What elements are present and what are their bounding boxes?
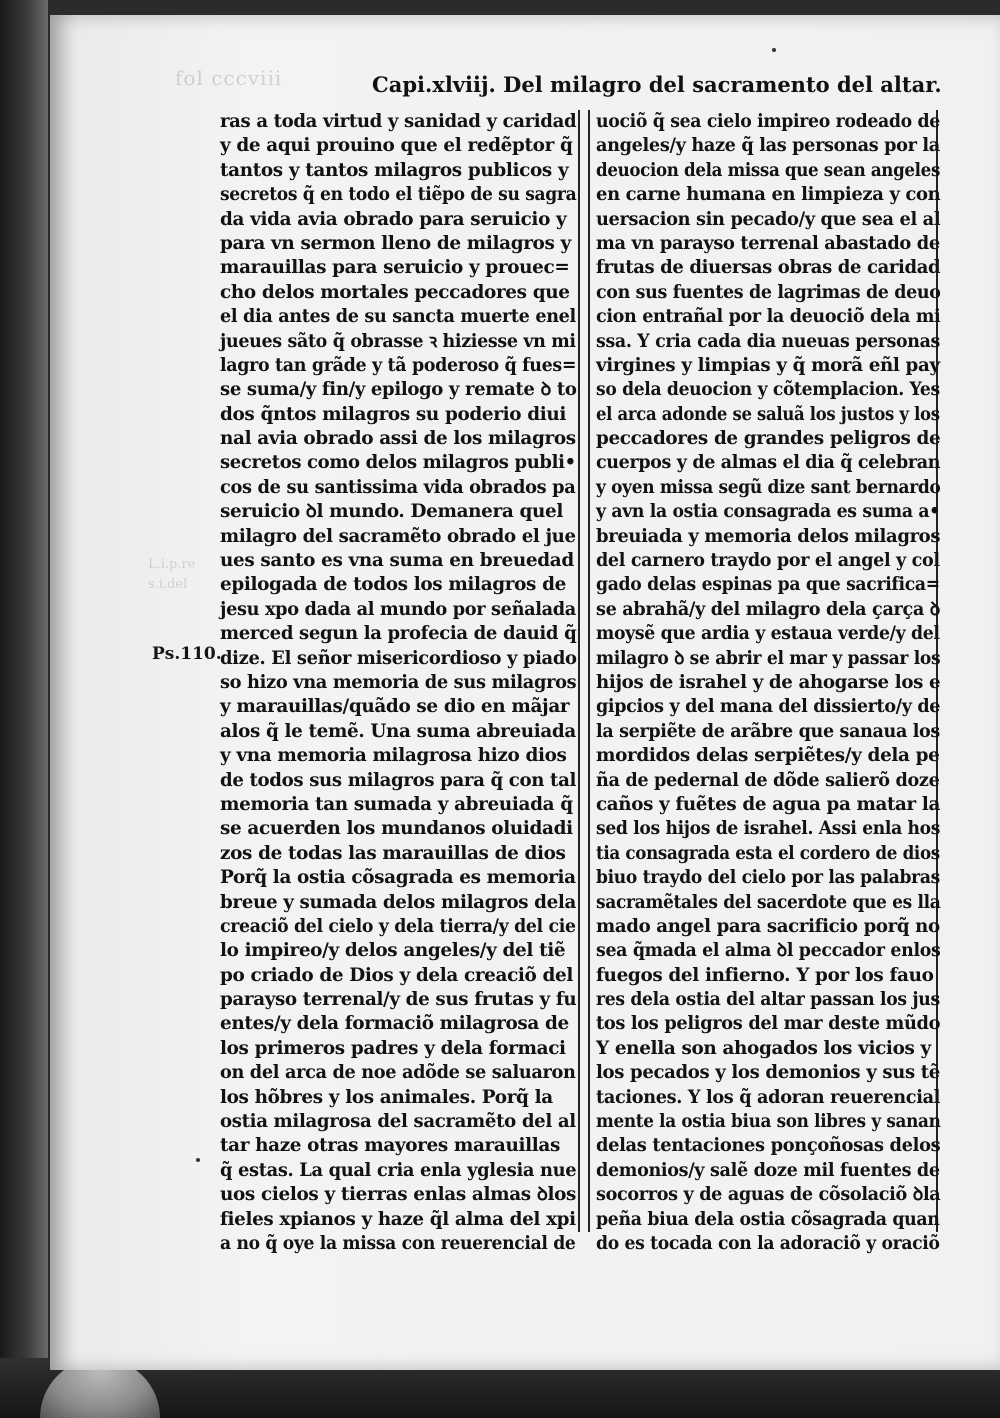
text-line: jueues sãto q̃ obrasse ꝛ hiziesse vn mi	[220, 330, 576, 352]
text-line: sacramẽtales del sacerdote que es lla	[596, 891, 941, 913]
text-line: memoria tan sumada y abreuiada q̃	[220, 793, 573, 815]
text-line: zos de todas las marauillas de dios	[220, 842, 566, 864]
text-line: milagro ꝺ se abrir el mar y passar los	[596, 647, 941, 669]
text-line: cho delos mortales peccadores que	[220, 281, 570, 303]
text-column-right	[588, 110, 941, 1254]
text-line: y avn la ostia consagrada es suma a•	[596, 501, 940, 523]
text-line: secretos como delos milagros publi•	[220, 452, 576, 474]
show-through-header: fol cccviii	[175, 66, 283, 90]
text-line: delas tentaciones ponçoñosas delos	[596, 1135, 941, 1157]
text-line: breuiada y memoria delos milagros	[596, 525, 941, 547]
text-line: de todos sus milagros para q̃ con tal	[220, 769, 577, 791]
text-line: los primeros padres y dela formaci	[220, 1037, 566, 1059]
text-line: breue y sumada delos milagros dela	[220, 891, 576, 913]
text-line: seruicio ꝺl mundo. Demanera quel	[220, 501, 563, 523]
text-line: sed los hijos de israhel. Assi enla hos	[596, 818, 941, 840]
text-line: mente la ostia biua son libres y sanan	[596, 1111, 941, 1133]
text-line: res dela ostia del altar passan los jus	[596, 989, 940, 1011]
text-line: y marauillas/quãdo se dio en mãjar	[220, 696, 570, 718]
text-line: los pecados y los demonios y sus tẽ	[596, 1062, 940, 1084]
text-line: uersacion sin pecado/y que sea el al	[596, 208, 941, 230]
text-line: ues santo es vna suma en breuedad	[220, 550, 574, 572]
text-line: virgines y limpias y q̃ morã eñl pay	[596, 354, 940, 376]
text-line: q̃ estas. La qual cria enla yglesia nue	[220, 1159, 577, 1181]
text-line: on del arca de noe adõde se saluaron	[220, 1062, 576, 1084]
text-line: peccadores de grandes peligros de	[596, 428, 941, 450]
text-line: tar haze otras mayores marauillas	[220, 1135, 560, 1157]
text-line: jesu xpo dada al mundo por señalada	[220, 598, 576, 620]
text-line: alos q̃ le temẽ. Una suma abreuiada	[220, 720, 576, 742]
text-line: ña de pedernal de dõde salierõ doze	[596, 769, 940, 791]
text-line: deuocion dela missa que sean angeles	[596, 159, 941, 181]
text-line: do es tocada con la adoraciõ y oraciõ	[596, 1232, 940, 1254]
text-line: tantos y tantos milagros publicos y	[220, 159, 569, 181]
text-line: caños y fuẽtes de agua pa matar la	[596, 793, 940, 815]
text-line: dize. El señor misericordioso y piado	[220, 647, 577, 669]
text-line: cuerpos y de almas el dia q̃ celebran	[596, 452, 941, 474]
text-line: ras a toda virtud y sanidad y caridad	[220, 111, 577, 132]
text-line: se suma/y fin/y epilogo y remate ꝺ to	[220, 379, 577, 401]
text-line: so dela deuocion y cõtemplacion. Yes	[596, 379, 940, 401]
text-line: socorros y de aguas de cõsolaciõ ꝺla	[596, 1184, 941, 1206]
margin-reference-psalm: Ps.110.	[152, 644, 222, 664]
text-line: epilogada de todos los milagros de	[220, 574, 566, 596]
text-line: los hõbres y los animales. Porq̃ la	[220, 1086, 553, 1108]
text-line: entes/y dela formaciõ milagrosa de	[220, 1013, 569, 1035]
text-line: la serpiẽte de arãbre que sanaua los	[596, 720, 940, 742]
text-line: lo impireo/y delos angeles/y del tiẽ	[220, 940, 566, 962]
text-line: ma vn parayso terrenal abastado de	[596, 232, 940, 254]
text-line: Porq̃ la ostia cõsagrada es memoria	[220, 867, 576, 889]
text-line: con sus fuentes de lagrimas de deuo	[596, 281, 941, 303]
text-line: el arca adonde se saluã los justos y los	[596, 403, 940, 425]
text-line: mado angel para sacrificio porq̃ no	[596, 915, 940, 937]
text-line: so hizo vna memoria de sus milagros	[220, 671, 577, 693]
text-line: y vna memoria milagrosa hizo dios	[220, 745, 567, 767]
text-line: moysẽ que ardia y estaua verde/y del	[596, 623, 940, 645]
text-line: peña biua dela ostia cõsagrada quan	[596, 1208, 940, 1230]
text-line: para vn sermon lleno de milagros y	[220, 232, 571, 254]
text-line: y oyen missa segũ dize sant bernardo	[596, 476, 941, 498]
text-line: se abrahã/y del milagro dela çarça ꝺ	[596, 598, 940, 620]
text-line: milagro del sacramẽto obrado el jue	[220, 525, 576, 547]
scan-background-edge	[0, 0, 48, 1418]
text-line: del carnero traydo por el angel y col	[596, 550, 940, 572]
text-column-left	[220, 110, 580, 1254]
paper-speck	[196, 1158, 200, 1162]
text-line: lagro tan grãde y tã poderoso q̃ fues=	[220, 354, 577, 376]
text-line: tia consagrada esta el cordero de dios	[596, 842, 940, 864]
text-line: nal avia obrado assi de los milagros	[220, 428, 576, 450]
text-line: taciones. Y los q̃ adoran reuerencial	[596, 1086, 941, 1108]
paper-speck	[772, 48, 776, 52]
text-line: ssa. Y cria cada dia nueuas personas	[596, 330, 940, 352]
text-line: fuegos del infierno. Y por los fauo	[596, 964, 934, 986]
text-line: el dia antes de su sancta muerte enel	[220, 306, 576, 328]
running-title: Capi.xlviij. Del milagro del sacramento del altar.	[372, 72, 942, 97]
text-line: fieles xpianos y haze q̃l alma del xpi	[220, 1208, 576, 1230]
show-through-margin-note: L.i.p.re s.i.del	[148, 557, 196, 592]
text-line: uociõ q̃ sea cielo impireo rodeado de	[596, 111, 940, 132]
text-line: Y enella son ahogados los vicios y	[596, 1037, 931, 1059]
text-line: dos q̃ntos milagros su poderio diui	[220, 403, 567, 425]
text-line: gipcios y del mana del dissierto/y de	[596, 696, 941, 718]
text-line: sea q̃mada el alma ꝺl peccador enlos	[596, 940, 941, 962]
text-line: angeles/y haze q̃ las personas por la	[596, 135, 940, 157]
text-line: marauillas para seruicio y prouec=	[220, 257, 570, 279]
text-line: po criado de Dios y dela creaciõ del	[220, 964, 574, 986]
text-line: tos los peligros del mar deste mũdo	[596, 1013, 941, 1035]
text-line: da vida avia obrado para seruicio y	[220, 208, 567, 230]
text-line: ostia milagrosa del sacramẽto del al	[220, 1111, 576, 1133]
text-line: uos cielos y tierras enlas almas ꝺlos	[220, 1184, 577, 1206]
text-line: biuo traydo del cielo por las palabras	[596, 867, 940, 889]
text-line: se acuerden los mundanos oluidadi	[220, 818, 573, 840]
text-line: secretos q̃ en todo el tiẽpo de su sagra	[220, 184, 577, 206]
text-line: frutas de diuersas obras de caridad	[596, 257, 941, 279]
text-line: y de aqui prouino que el redẽptor q̃	[220, 135, 573, 157]
text-line: gado delas espinas pa que sacrifica=	[596, 574, 940, 596]
text-line: en carne humana en limpieza y con	[596, 184, 941, 206]
text-line: parayso terrenal/y de sus frutas y fu	[220, 989, 577, 1011]
text-line: cion entrañal por la deuociõ dela mi	[596, 306, 941, 328]
text-line: cos de su santissima vida obrados pa	[220, 476, 576, 498]
text-line: creaciõ del cielo y dela tierra/y del cie	[220, 915, 576, 937]
text-line: a no q̃ oye la missa con reuerencial de	[220, 1232, 576, 1254]
text-line: mordidos delas serpiẽtes/y dela pe	[596, 745, 940, 767]
text-line: merced segun la profecia de dauid q̃	[220, 623, 577, 645]
text-line: demonios/y salẽ doze mil fuentes de	[596, 1159, 940, 1181]
text-line: hijos de israhel y de ahogarse los e	[596, 671, 941, 693]
